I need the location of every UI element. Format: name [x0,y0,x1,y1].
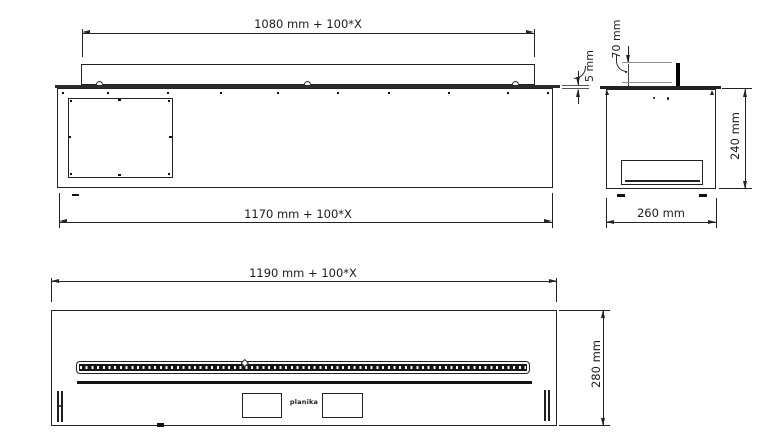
dim-burner-ext-right [534,29,535,57]
counter-line-lower [622,82,672,83]
dim-front-height-label: 280 mm [589,340,603,389]
dim-body-line [59,222,552,223]
dim-front-height-arrow-bottom [601,418,605,426]
dim-above-label: 70 mm [609,19,623,59]
flange-fixing-dot [448,92,450,94]
foot-mark [699,194,707,196]
section-screw-dot [667,97,669,99]
flange-fixing-dot [62,92,64,94]
flange-screw-bump [96,81,103,85]
flange-fixing-dot [107,92,109,94]
dim-front-line [51,281,557,282]
flange-screw-bump [304,81,311,85]
flange-fixing-dot [388,92,390,94]
front-shelf-line [77,381,532,384]
display-window-right [322,393,363,417]
flange-fixing-dot [507,92,509,94]
dim-height-label: 240 mm [728,112,742,161]
flange-screw-bump [512,81,519,85]
counter-line-upper [622,62,672,63]
burner-slot-band [79,364,527,371]
burner-holes-row [80,366,526,369]
dim-front-arrow-right [549,279,557,283]
panel-screw-dot [168,100,171,103]
panel-screw-dot [169,136,172,139]
display-window-left [242,393,282,418]
service-panel [68,98,173,178]
plate-clip-right [710,90,714,95]
dim-burner-arrow-left [82,30,90,34]
section-screw-dot [653,97,655,99]
dim-height-line [745,89,746,189]
flange-fixing-dot [167,92,169,94]
dim-height-arrow-bottom [743,181,747,189]
foot-mark [617,194,625,196]
flange-fixing-dot [337,92,339,94]
sensor-pin [676,63,680,87]
dim-burner-label: 1080 mm + 100*X [254,16,362,31]
dim-body-arrow-left [59,219,67,223]
vent-grille-right [544,390,551,421]
flange-fixing-dot [547,92,549,94]
dim-burner-arrow-right [526,30,534,34]
dim-body-label: 1170 mm + 100*X [244,206,352,221]
dim-front-label: 1190 mm + 100*X [249,265,357,280]
panel-screw-dot [118,174,121,177]
plate-clip-left [605,90,609,95]
burner-slot-frame [76,361,530,374]
dim-height-arrow-top [743,89,747,97]
flange-fixing-dot [277,92,279,94]
flange-fixing-dot [220,92,222,94]
foot-mark [72,194,79,196]
brand-logo: planika [289,397,319,406]
fuel-tray-bottom-line [625,180,700,182]
dim-burner-line [82,33,534,34]
panel-screw-dot [70,173,73,176]
dim-height-ext-top [722,88,752,89]
dim-depth-label: 260 mm [636,205,685,220]
panel-screw-dot [69,136,72,139]
dim-above-leader-dot [625,71,627,73]
dim-depth-arrow-right [708,220,716,224]
dim-flange-label: 5 mm [582,50,596,82]
dim-height-ext-bottom [719,188,752,189]
panel-screw-dot [168,173,171,176]
panel-screw-dot [118,99,121,102]
dim-front-height-arrow-top [601,310,605,318]
bottom-tab-mark [157,423,164,426]
panel-screw-dot [70,100,73,103]
dim-depth-arrow-left [606,220,614,224]
dim-body-arrow-right [544,219,552,223]
dim-front-arrow-left [51,279,59,283]
dim-depth-line [606,222,716,223]
